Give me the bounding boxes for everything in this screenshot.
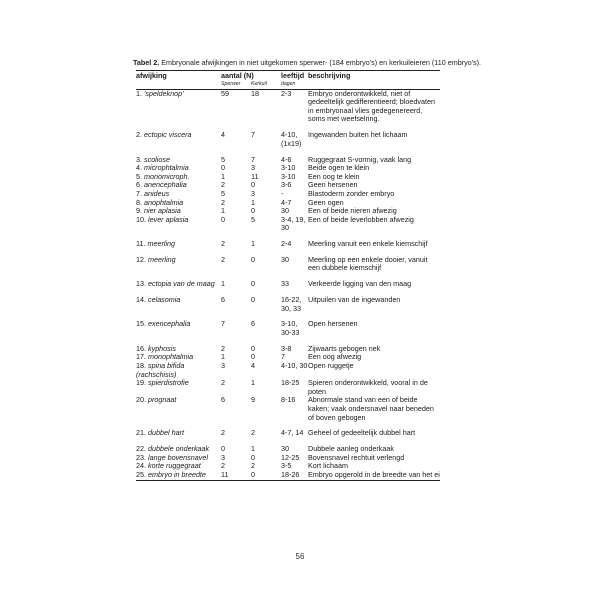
cell-sperwer: 5	[221, 154, 225, 164]
cell-leeftijd: 3-10	[281, 171, 296, 181]
table-row	[136, 124, 440, 148]
cell-kerkuil: 0	[251, 343, 255, 353]
cell-sperwer: 59	[221, 88, 229, 98]
cell-sperwer: 2	[221, 254, 225, 264]
cell-kerkuil: 1	[251, 197, 255, 207]
cell-sperwer: 1	[221, 171, 225, 181]
cell-kerkuil: 1	[251, 378, 255, 388]
cell-kerkuil: 0	[251, 254, 255, 264]
cell-beschrijving: Embryo onderontwikkeld, niet of gedeeltelijk gedifferentieerd; bloedvaten in embryonaal vlies gedegenereerd, soms met weefselring.	[308, 88, 435, 124]
cell-kerkuil: 0	[251, 279, 255, 289]
cell-beschrijving: Verkeerde ligging van den maag	[308, 279, 412, 289]
abnormality-name: lever aplasia	[148, 214, 189, 224]
cell-sperwer: 7	[221, 319, 225, 329]
row-number: 5.	[136, 171, 142, 181]
cell-kerkuil: 3	[251, 188, 255, 198]
cell-sperwer: 1	[221, 279, 225, 289]
abnormality-name: scoliose	[144, 154, 170, 164]
header-blank-2	[308, 81, 440, 90]
abnormality-name: ectopia van de maag	[148, 279, 215, 289]
cell-leeftijd: 2-4	[281, 239, 292, 249]
cell-kerkuil: 0	[251, 180, 255, 190]
row-number: 21.	[136, 428, 146, 438]
cell-afwijking	[136, 89, 221, 124]
cell-afwijking	[136, 249, 221, 273]
row-number: 4.	[136, 163, 142, 173]
cell-leeftijd: 2-3	[281, 88, 292, 98]
table-row	[136, 438, 440, 454]
row-number: 20.	[136, 395, 146, 405]
row-number: 10.	[136, 214, 146, 224]
abnormality-name: anencephalia	[144, 180, 187, 190]
abnormality-name: meerling	[148, 254, 176, 264]
cell-beschrijving: Beide ogen te klein	[308, 163, 370, 173]
row-number: 3.	[136, 154, 142, 164]
cell-kerkuil: 0	[251, 352, 255, 362]
cell-leeftijd: 4-7	[281, 197, 292, 207]
table-row	[136, 233, 440, 249]
cell-beschrijving: Meerling op een enkele dooier, vanuit een dubbele kiemschijf	[308, 254, 428, 273]
cell-afwijking	[136, 396, 221, 422]
header-aantal: aantal (N)	[221, 71, 281, 81]
cell-leeftijd: 30	[281, 254, 289, 264]
cell-leeftijd: 4-10, (1x19)	[281, 130, 302, 148]
caption-text: Embryonale afwijkingen in niet uitgekomen sperwer- (184 embryo's) en kerkuileieren (110 embryo's).	[161, 58, 482, 67]
row-number: 12.	[136, 254, 146, 264]
cell-sperwer: 11	[221, 471, 251, 481]
cell-beschrijving: Een oog te klein	[308, 171, 360, 181]
cell-leeftijd: 4-6	[281, 154, 292, 164]
abnormality-name: ectopic viscera	[144, 130, 192, 140]
cell-beschrijving: Embryo opgerold in de breedte van het ei	[308, 471, 440, 481]
cell-kerkuil: 6	[251, 319, 255, 329]
cell-kerkuil: 7	[251, 130, 255, 140]
row-number: 6.	[136, 180, 142, 190]
abnormality-name: 'speldeknop'	[144, 88, 184, 98]
abnormality-name: kyphosis	[148, 343, 176, 353]
cell-kerkuil: 7	[251, 154, 255, 164]
cell-afwijking	[136, 438, 221, 454]
table-row	[136, 338, 440, 354]
cell-leeftijd: 4-7, 14	[281, 428, 304, 438]
cell-beschrijving: Abnormale stand van een of beide kaken; vaak ondersnavel naar beneden of boven gebogen	[308, 395, 434, 422]
cell-kerkuil: 0	[251, 452, 255, 462]
cell-afwijking	[136, 289, 221, 313]
row-number: 13.	[136, 279, 146, 289]
abnormality-name: nier aplasia	[144, 206, 181, 216]
cell-kerkuil: 0	[251, 295, 255, 304]
row-number: 11.	[136, 239, 146, 249]
table-row	[136, 289, 440, 313]
cell-afwijking	[136, 422, 221, 438]
cell-beschrijving: Geheel of gedeeltelijk dubbel hart	[308, 428, 416, 438]
cell-leeftijd: 3-10	[281, 163, 296, 173]
cell-kerkuil: 1	[251, 239, 255, 249]
cell-kerkuil: 0	[251, 206, 255, 216]
table-caption	[133, 58, 533, 67]
table-row	[136, 89, 440, 124]
header-dagen: dagen	[281, 81, 308, 90]
cell-sperwer: 0	[221, 214, 225, 224]
cell-leeftijd: 30	[281, 206, 289, 216]
cell-leeftijd: 3-5	[281, 461, 292, 471]
cell-beschrijving: Spieren onderontwikkeld, vooral in de poten	[308, 378, 428, 396]
cell-kerkuil: 2	[251, 461, 255, 471]
table-body	[136, 89, 440, 481]
abnormality-name: korte ruggegraat	[148, 461, 201, 471]
cell-leeftijd: 8-16	[281, 395, 296, 405]
cell-afwijking	[136, 216, 221, 233]
row-number: 19.	[136, 378, 146, 388]
abnormality-name: spina bifida (rachschisis)	[136, 360, 185, 379]
cell-beschrijving: Een oog afwezig	[308, 352, 362, 362]
cell-sperwer: 6	[221, 395, 225, 405]
cell-sperwer: 1	[221, 206, 225, 216]
cell-sperwer: 0	[221, 163, 225, 173]
cell-kerkuil: 0	[251, 471, 281, 481]
cell-beschrijving: Dubbele aanleg onderkaak	[308, 444, 394, 454]
cell-leeftijd: 3-4, 19, 30	[281, 214, 306, 233]
header-leeftijd: leeftijd	[281, 71, 308, 81]
cell-kerkuil: 4	[251, 360, 255, 370]
row-number: 14.	[136, 295, 146, 304]
abnormality-name: anophtalmia	[144, 197, 184, 207]
row-number: 16.	[136, 343, 146, 353]
cell-beschrijving: Open ruggetje	[308, 360, 354, 370]
row-number: 2.	[136, 130, 142, 140]
abnormality-name: microphtalmia	[144, 163, 189, 173]
header-kerkuil: Kerkuil	[251, 81, 281, 90]
cell-beschrijving: Een of beide nieren afwezig	[308, 206, 397, 216]
cell-leeftijd: 18-25	[281, 378, 300, 388]
cell-sperwer: 2	[221, 343, 225, 353]
abnormality-name: meerling	[147, 239, 176, 249]
abnormality-name: dubbel hart	[148, 428, 184, 438]
abnormality-name: monophtalmia	[148, 352, 194, 362]
cell-sperwer: 2	[221, 428, 225, 438]
cell-sperwer: 2	[221, 180, 225, 190]
cell-sperwer: 3	[221, 452, 225, 462]
cell-kerkuil: 1	[251, 444, 255, 454]
cell-beschrijving: Geen ogen	[308, 197, 344, 207]
cell-sperwer: 4	[221, 130, 225, 140]
cell-beschrijving: Blastoderm zonder embryo	[308, 188, 395, 198]
cell-kerkuil: 5	[251, 214, 255, 224]
cell-leeftijd: 30	[281, 444, 289, 454]
row-number: 25.	[136, 469, 146, 479]
cell-afwijking	[136, 233, 221, 249]
cell-kerkuil: 9	[251, 395, 255, 405]
cell-kerkuil: 3	[251, 163, 255, 173]
cell-leeftijd: 33	[281, 279, 289, 289]
row-number: 23.	[136, 452, 146, 462]
cell-sperwer: 2	[221, 239, 225, 249]
table-row	[136, 396, 440, 422]
cell-sperwer: 1	[221, 352, 225, 362]
cell-sperwer: 2	[221, 461, 225, 471]
abnormality-name: dubbele onderkaak	[148, 444, 210, 454]
cell-kerkuil: 18	[251, 88, 259, 98]
cell-beschrijving: Meerling vanuit een enkele kiemschijf	[308, 239, 428, 249]
table-row	[136, 362, 440, 379]
header-afwijking: afwijking	[136, 71, 221, 81]
row-number: 17.	[136, 352, 146, 362]
cell-leeftijd: 3-6	[281, 180, 292, 190]
cell-afwijking	[136, 313, 221, 337]
abnormality-name: embryo in breedte	[148, 469, 206, 479]
header-sperwer: Sperwer	[221, 81, 251, 90]
table-row	[136, 422, 440, 438]
cell-leeftijd: 4-10, 30	[281, 360, 308, 370]
cell-leeftijd: 3-10, 30-33	[281, 319, 300, 337]
cell-kerkuil: 2	[251, 428, 255, 438]
row-number: 7.	[136, 188, 142, 198]
table-row	[136, 249, 440, 273]
table-row	[136, 313, 440, 337]
abnormality-name: lange bovensnavel	[148, 452, 208, 462]
cell-beschrijving: Een of beide leverlobben afwezig	[308, 214, 414, 224]
abnormality-name: spierdistrofie	[148, 378, 189, 388]
cell-sperwer: 5	[221, 188, 225, 198]
cell-afwijking	[136, 471, 221, 481]
cell-leeftijd: -	[281, 188, 284, 198]
abnormality-name: prognaat	[148, 395, 177, 405]
cell-sperwer: 2	[221, 378, 225, 388]
row-number: 15.	[136, 319, 146, 329]
cell-beschrijving: Open hersenen	[308, 319, 358, 329]
cell-beschrijving: Zijwaarts gebogen nek	[308, 343, 381, 353]
cell-afwijking	[136, 273, 221, 289]
cell-beschrijving: Ingewanden buiten het lichaam	[308, 130, 408, 140]
cell-leeftijd: 18-26	[281, 471, 308, 481]
cell-leeftijd: 3-8	[281, 343, 292, 353]
cell-afwijking	[136, 124, 221, 148]
cell-beschrijving: Uitpuilen van de ingewanden	[308, 295, 401, 304]
row-number: 1.	[136, 88, 142, 98]
cell-beschrijving: Geen hersenen	[308, 180, 358, 190]
abnormality-name: celasomia	[148, 295, 181, 304]
cell-leeftijd: 7	[281, 352, 285, 362]
row-number: 9.	[136, 206, 142, 216]
cell-sperwer: 0	[221, 444, 225, 454]
page-number: 56	[295, 552, 305, 561]
table-row	[136, 471, 440, 481]
cell-leeftijd: 12-25	[281, 452, 300, 462]
caption-label: Tabel 2.	[133, 58, 160, 67]
embryo-abnormalities-table	[136, 70, 440, 481]
abnormality-name: exencephalia	[148, 319, 191, 329]
cell-leeftijd: 16-22, 30, 33	[281, 295, 302, 313]
cell-sperwer: 3	[221, 360, 225, 370]
row-number: 22.	[136, 444, 146, 454]
cell-afwijking	[136, 362, 221, 379]
cell-afwijking	[136, 148, 221, 164]
cell-beschrijving: Ruggegraat S-vormig, vaak lang	[308, 154, 412, 164]
table-row	[136, 273, 440, 289]
cell-sperwer: 6	[221, 295, 225, 304]
row-number: 24.	[136, 461, 146, 471]
cell-beschrijving: Bovensnavel rechtuit verlengd	[308, 452, 405, 462]
cell-beschrijving: Kort lichaam	[308, 461, 348, 471]
table-row	[136, 181, 440, 190]
table-row	[136, 379, 440, 396]
row-number: 8.	[136, 197, 142, 207]
table-row	[136, 216, 440, 233]
abnormality-name: monomicroph.	[144, 171, 190, 181]
abnormality-name: anideus	[144, 188, 170, 198]
cell-kerkuil: 11	[251, 171, 259, 181]
row-number: 18.	[136, 360, 146, 370]
cell-afwijking	[136, 379, 221, 396]
cell-sperwer: 2	[221, 197, 225, 207]
cell-afwijking	[136, 338, 221, 354]
header-beschrijving: beschrijving	[308, 71, 440, 81]
table-row	[136, 148, 440, 164]
